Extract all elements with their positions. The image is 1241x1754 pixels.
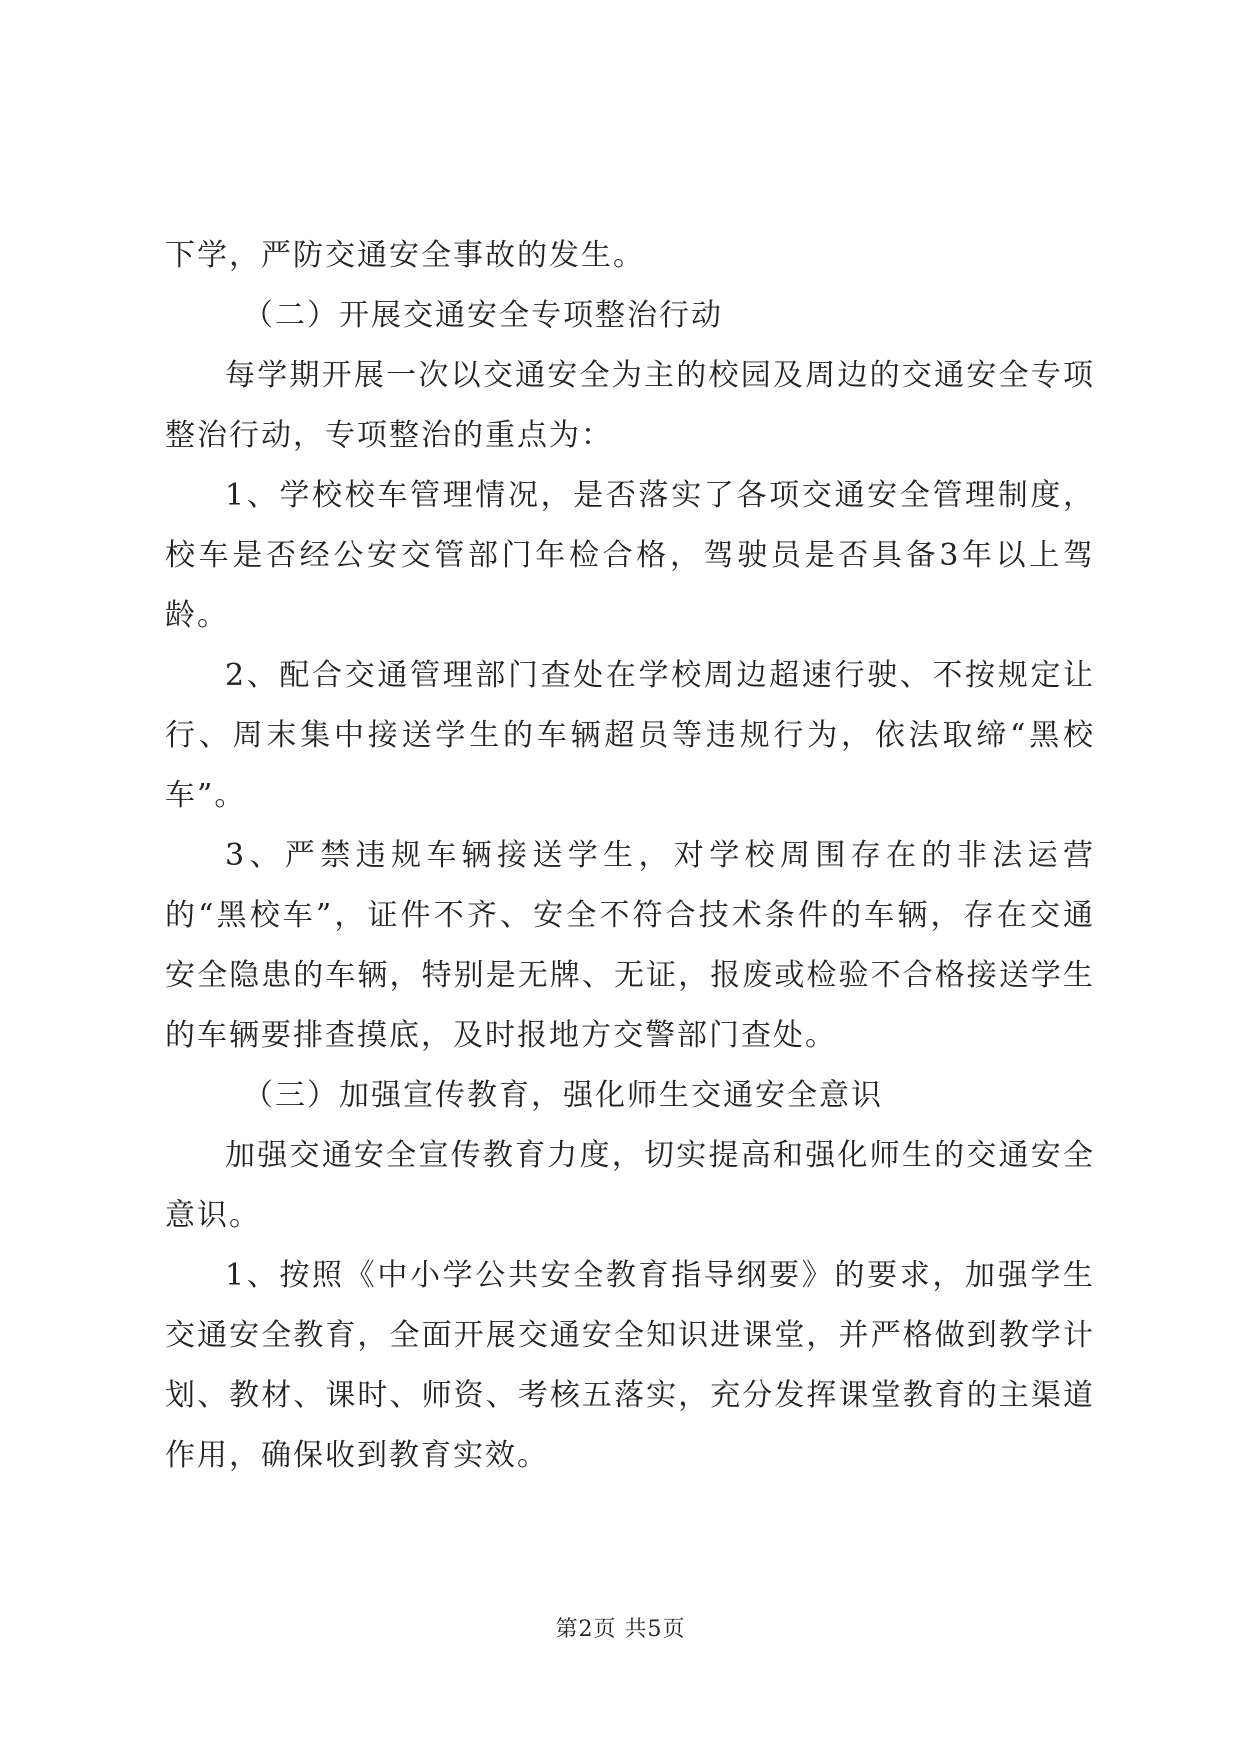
section-heading-3: （三）加强宣传教育，强化师生交通安全意识: [243, 1078, 883, 1113]
list-item-1: 1、学校校车管理情况，是否落实了各项交通安全管理制度，校车是否经公安交管部门年检合格，驾驶员是否具备3年以上驾龄。: [165, 478, 1095, 633]
paragraph-continuation: 下学，严防交通安全事故的发生。: [165, 238, 645, 273]
list-item-2: 2、配合交通管理部门查处在学校周边超速行驶、不按规定让行、周末集中接送学生的车辆超员等违规行为，依法取缔“黑校车”。: [165, 658, 1095, 813]
paragraph: 加强交通安全宣传教育力度，切实提高和强化师生的交通安全意识。: [165, 1138, 1095, 1233]
list-item-1: 1、按照《中小学公共安全教育指导纲要》的要求，加强学生交通安全教育，全面开展交通安全知识进课堂，并严格做到教学计划、教材、课时、师资、考核五落实，充分发挥课堂教育的主渠道作用，确保收到教育实效。: [165, 1258, 1095, 1473]
paragraph: 每学期开展一次以交通安全为主的校园及周边的交通安全专项整治行动，专项整治的重点为：: [165, 358, 1095, 453]
page-number-footer: 第2页 共5页: [555, 1617, 686, 1642]
section-heading-2: （二）开展交通安全专项整治行动: [243, 298, 723, 333]
list-item-3: 3、严禁违规车辆接送学生，对学校周围存在的非法运营的“黑校车”，证件不齐、安全不符合技术条件的车辆，存在交通安全隐患的车辆，特别是无牌、无证，报废或检验不合格接送学生的车辆要排查摸底，及时报地方交警部门查处。: [165, 838, 1095, 1053]
document-body: [165, 226, 1095, 1486]
